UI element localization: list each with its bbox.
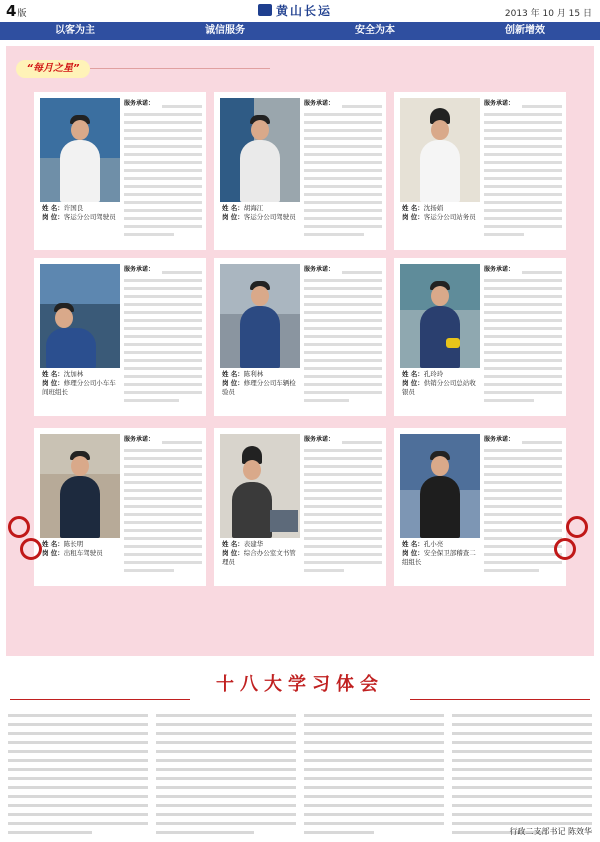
name-label: 姓 名： (222, 204, 244, 212)
staff-photo (400, 98, 480, 202)
essay-column (304, 708, 444, 820)
essay-column (156, 708, 296, 820)
commitment-label: 服务承诺： (124, 266, 155, 273)
title-divider (90, 68, 270, 69)
post-label: 岗 位： (42, 549, 64, 557)
staff-info (402, 204, 482, 222)
page-number-value: 4 (6, 2, 17, 20)
staff-info (222, 540, 302, 567)
staff-name: 沈加林 (63, 370, 84, 378)
post-label: 岗 位： (42, 379, 64, 387)
knot-ornament-icon (554, 538, 576, 560)
name-label: 姓 名： (42, 204, 64, 212)
essay-body (8, 708, 592, 820)
staff-post: 修理分公司小车车间班组长 (42, 379, 116, 396)
commitment-label: 服务承诺： (484, 100, 515, 107)
knot-ornament-icon (566, 516, 588, 538)
staff-info (222, 204, 302, 222)
essay-column (8, 708, 148, 820)
service-commitment (304, 436, 382, 580)
staff-card (214, 258, 386, 416)
post-label: 岗 位： (402, 213, 424, 221)
service-commitment (484, 266, 562, 410)
commitment-label: 服务承诺： (484, 436, 515, 443)
staff-post: 修理分公司车辆检验员 (222, 379, 296, 396)
post-label: 岗 位： (402, 379, 424, 387)
name-label: 姓 名： (222, 540, 244, 548)
service-commitment (484, 100, 562, 244)
commitment-label: 服务承诺： (304, 100, 335, 107)
staff-info (222, 370, 302, 397)
staff-photo (220, 264, 300, 368)
name-label: 姓 名： (222, 370, 244, 378)
staff-card (34, 258, 206, 416)
slogan-2: 诚信服务 (205, 25, 245, 36)
staff-post: 客运分公司站务员 (423, 213, 476, 221)
essay-column (452, 708, 592, 820)
name-label: 姓 名： (42, 370, 64, 378)
post-label: 岗 位： (222, 213, 244, 221)
commitment-label: 服务承诺： (304, 266, 335, 273)
publication-date: 2013 年 10 月 15 日 (504, 9, 592, 19)
knot-ornament-icon (20, 538, 42, 560)
masthead-title: 黄山长运 (276, 4, 333, 18)
slogan-3: 安全为本 (355, 25, 395, 36)
essay-title-rule-right (410, 699, 590, 700)
essay-byline: 行政二支部书记 陈效华 (509, 827, 592, 836)
essay-title: 十八大学习体会 (216, 674, 384, 695)
slogan-1: 以客为主 (55, 25, 95, 36)
staff-photo (400, 264, 480, 368)
slogan-4: 创新增效 (505, 25, 545, 36)
staff-name: 陈利林 (243, 370, 264, 378)
staff-info (42, 540, 122, 558)
staff-photo (220, 434, 300, 538)
staff-post: 出租车驾驶员 (63, 549, 103, 557)
name-label: 姓 名： (402, 204, 424, 212)
logo-icon (258, 4, 272, 16)
staff-name: 沈扬娟 (423, 204, 444, 212)
staff-name: 表建华 (243, 540, 264, 548)
staff-name: 陈长明 (63, 540, 84, 548)
staff-photo (400, 434, 480, 538)
knot-ornament-icon (8, 516, 30, 538)
slogan-bar (0, 22, 600, 40)
commitment-label: 服务承诺： (484, 266, 515, 273)
staff-card (394, 428, 566, 586)
name-label: 姓 名： (402, 370, 424, 378)
staff-photo (40, 98, 120, 202)
post-label: 岗 位： (402, 549, 424, 557)
page-number-suffix: 版 (17, 9, 27, 19)
commitment-label: 服务承诺： (124, 436, 155, 443)
staff-post: 综合办公室文书管理员 (222, 549, 296, 566)
masthead (258, 2, 332, 19)
staff-name: 许国良 (63, 204, 84, 212)
staff-card (394, 258, 566, 416)
staff-card (34, 428, 206, 586)
service-commitment (304, 266, 382, 410)
staff-name: 孔小亮 (423, 540, 444, 548)
staff-info (402, 540, 482, 567)
staff-name: 孔玲玲 (423, 370, 444, 378)
commitment-label: 服务承诺： (124, 100, 155, 107)
page-header (0, 0, 600, 22)
star-of-month-panel (6, 46, 594, 656)
staff-info (402, 370, 482, 397)
staff-name: 胡海江 (243, 204, 264, 212)
section-title: “每月之星” (16, 60, 90, 78)
staff-card (214, 92, 386, 250)
post-label: 岗 位： (222, 549, 244, 557)
staff-photo (40, 264, 120, 368)
commitment-label: 服务承诺： (304, 436, 335, 443)
staff-post: 供销分公司总站收银员 (402, 379, 476, 396)
service-commitment (124, 100, 202, 244)
staff-card (34, 92, 206, 250)
staff-post: 客运分公司驾驶员 (243, 213, 296, 221)
page-number (6, 2, 26, 20)
staff-info (42, 204, 122, 222)
name-label: 姓 名： (402, 540, 424, 548)
essay-title-rule-left (10, 699, 190, 700)
staff-card (214, 428, 386, 586)
post-label: 岗 位： (42, 213, 64, 221)
service-commitment (484, 436, 562, 580)
staff-photo (220, 98, 300, 202)
staff-post: 安全保卫部稽查二组组长 (402, 549, 476, 566)
staff-card (394, 92, 566, 250)
service-commitment (124, 436, 202, 580)
staff-info (42, 370, 122, 397)
service-commitment (124, 266, 202, 410)
staff-photo (40, 434, 120, 538)
post-label: 岗 位： (222, 379, 244, 387)
staff-post: 客运分公司驾驶员 (63, 213, 116, 221)
name-label: 姓 名： (42, 540, 64, 548)
service-commitment (304, 100, 382, 244)
